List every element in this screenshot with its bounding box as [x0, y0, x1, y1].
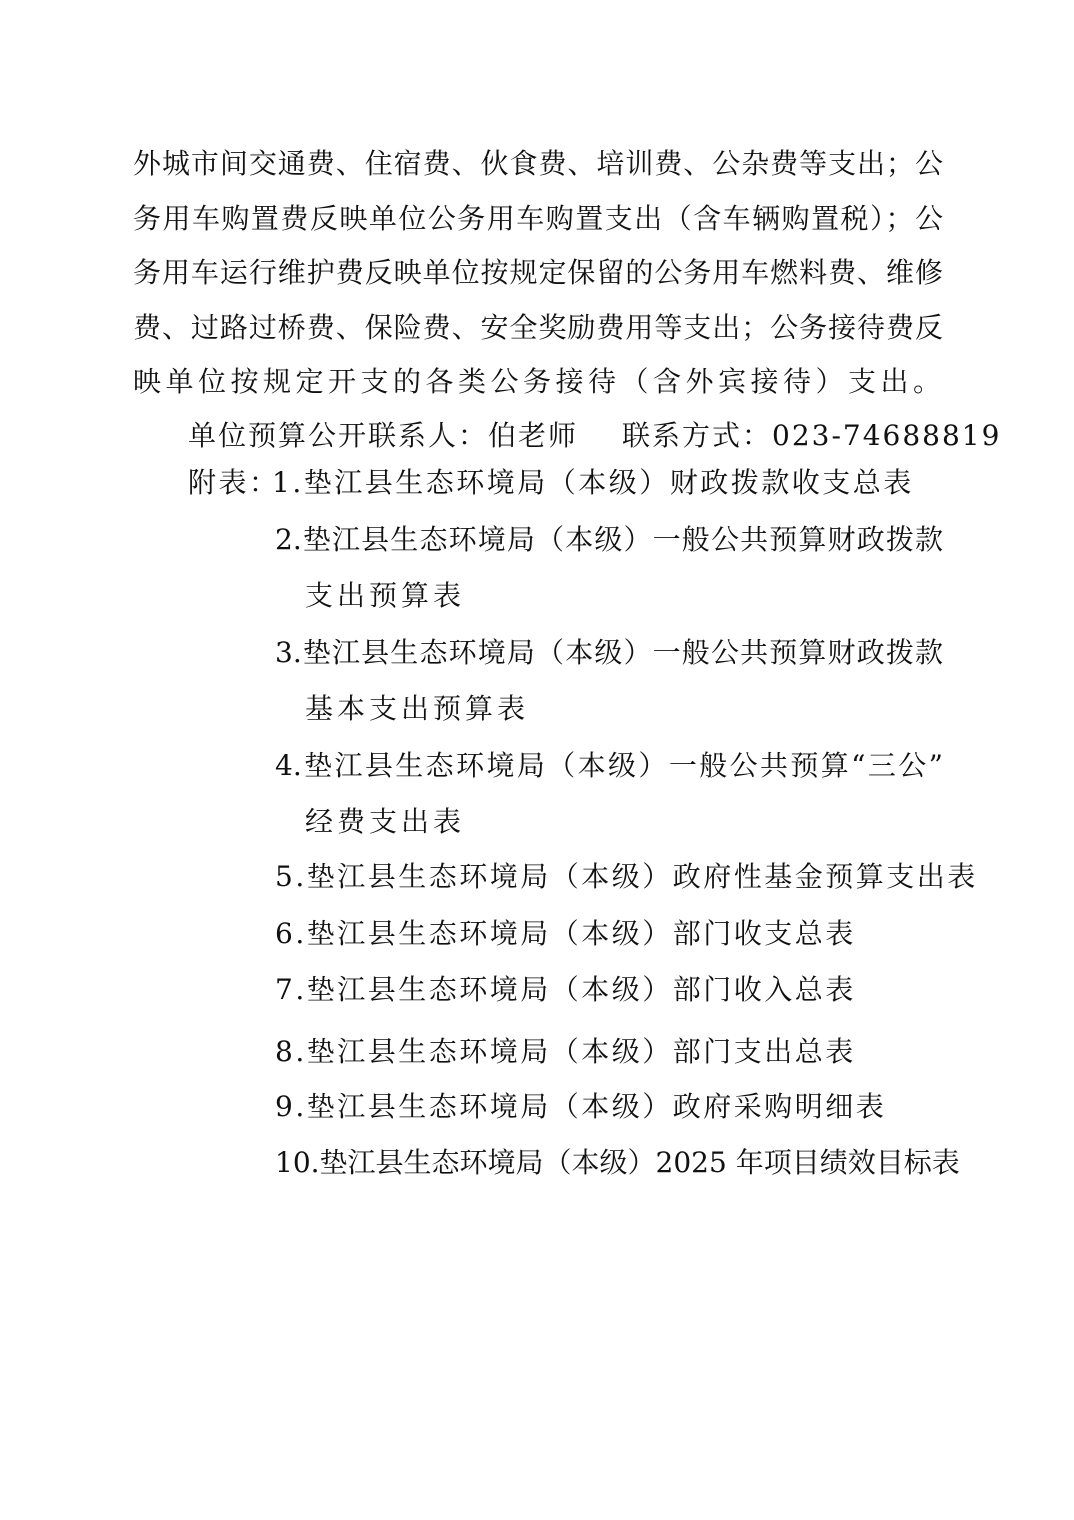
contact-line — [188, 418, 1001, 454]
attachment-item-8: 8.垫江县生态环境局（本级）部门支出总表 — [275, 1035, 856, 1068]
contact-person: 单位预算公开联系人：伯老师 — [188, 419, 579, 452]
attachment-item-3: 3.垫江县生态环境局（本级）一般公共预算财政拨款 — [275, 636, 943, 669]
attachment-item-4: 4.垫江县生态环境局（本级）一般公共预算“三公” — [275, 749, 943, 782]
attachment-item-5: 5.垫江县生态环境局（本级）政府性基金预算支出表 — [275, 860, 978, 893]
attachment-heading: 附表： — [188, 466, 280, 499]
paragraph-line-3: 务用车运行维护费反映单位按规定保留的公务用车燃料费、维修 — [133, 256, 943, 289]
attachment-item-9: 9.垫江县生态环境局（本级）政府采购明细表 — [275, 1090, 887, 1123]
paragraph-line-1: 外城市间交通费、住宿费、伙食费、培训费、公杂费等支出；公 — [133, 147, 943, 180]
attachment-item-7: 7.垫江县生态环境局（本级）部门收入总表 — [275, 973, 856, 1006]
attachment-item-6: 6.垫江县生态环境局（本级）部门收支总表 — [275, 917, 856, 950]
attachment-item-2: 2.垫江县生态环境局（本级）一般公共预算财政拨款 — [275, 523, 943, 556]
paragraph-line-5: 映单位按规定开支的各类公务接待（含外宾接待）支出。 — [133, 365, 946, 398]
attachment-item-10: 10.垫江县生态环境局（本级）2025 年项目绩效目标表 — [275, 1146, 960, 1179]
attachment-item-3-cont: 基本支出预算表 — [305, 692, 530, 725]
attachment-item-4-cont: 经费支出表 — [305, 805, 466, 838]
contact-phone: 联系方式：023-74688819 — [622, 419, 1002, 452]
attachment-item-1: 1.垫江县生态环境局（本级）财政拨款收支总表 — [272, 466, 914, 499]
attachment-item-2-cont: 支出预算表 — [305, 579, 466, 612]
paragraph-line-4: 费、过路过桥费、保险费、安全奖励费用等支出；公务接待费反 — [133, 311, 943, 344]
paragraph-line-2: 务用车购置费反映单位公务用车购置支出（含车辆购置税）；公 — [133, 202, 943, 235]
